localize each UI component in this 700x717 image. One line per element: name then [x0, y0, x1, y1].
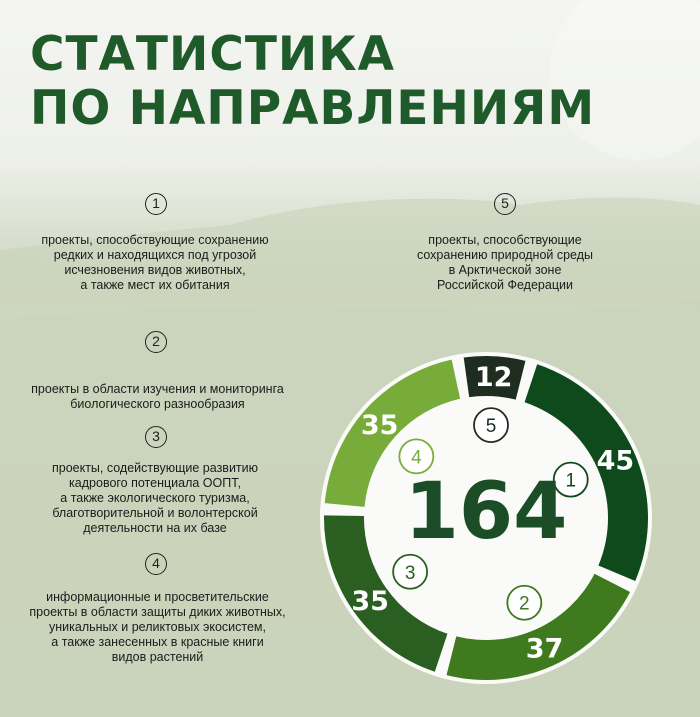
title-line-2: ПО НАПРАВЛЕНИЯМ: [30, 81, 596, 136]
slice-value-5: 12: [474, 362, 513, 394]
direction-3-description: проекты, содействующие развитию кадрового потенциала ООПТ, а также экологического туризма, благотворительной и волонтерской деятельности на их базе: [51, 461, 259, 535]
slice-marker-label-4: 4: [411, 447, 422, 469]
slice-marker-label-3: 3: [404, 562, 416, 584]
slice-marker-label-5: 5: [485, 416, 497, 438]
direction-2-number-circle: 2: [145, 331, 167, 353]
direction-4-description: информационные и просветительские проекты в области защиты диких животных, уникальных и реликтовых экосистем, а также занесенных в красные книги видов растений: [29, 590, 286, 664]
slice-value-2: 37: [525, 633, 564, 665]
title-line-1: СТАТИСТИКА: [30, 27, 396, 82]
slice-marker-label-2: 2: [519, 593, 530, 615]
total-value: 164: [404, 467, 568, 557]
direction-1-number-circle: 1: [145, 193, 167, 215]
slice-value-3: 35: [351, 586, 389, 618]
page-title: [30, 28, 595, 136]
direction-3-number-circle: 3: [145, 426, 167, 448]
direction-4-number-circle: 4: [145, 553, 167, 575]
slice-marker-label-1: 1: [565, 470, 577, 492]
slice-value-1: 45: [596, 445, 635, 477]
direction-1-description: проекты, способствующие сохранению редких и находящихся под угрозой исчезновения видов животных, а также мест их обитания: [41, 233, 269, 292]
direction-5-description: проекты, способствующие сохранению природной среды в Арктической зоне Российской Федерации: [416, 233, 594, 292]
direction-5-number-circle: 5: [494, 193, 516, 215]
slice-value-4: 35: [360, 409, 399, 441]
direction-2-description: проекты в области изучения и мониторинга биологического разнообразия: [31, 382, 284, 411]
